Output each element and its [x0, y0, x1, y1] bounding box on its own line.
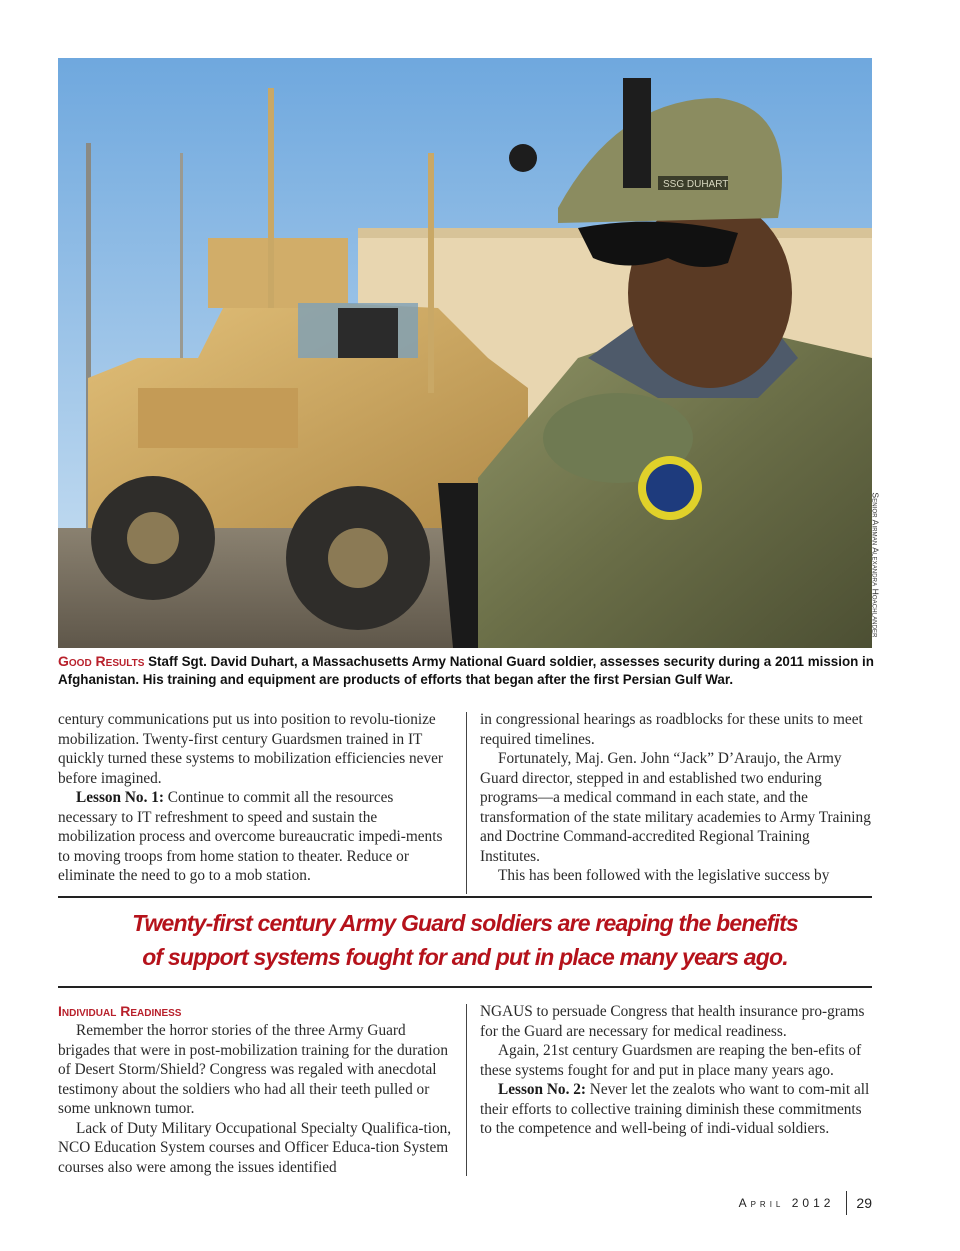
soldier-vehicle-illustration — [58, 58, 872, 648]
paragraph: Lesson No. 1: Continue to commit all the resources necessary to IT refreshment to speed and sustain the mobilization process and overcome bureaucratic impedi-ments to moving troops from home station to theater. Reduce or eliminate the need to go to a mob station. — [58, 789, 443, 884]
page-number: 29 — [856, 1195, 872, 1211]
photo-caption — [58, 652, 878, 689]
paragraph: Lesson No. 2: Never let the zealots who want to com-mit all their efforts to collective training diminish these commitments to the competence and well-being of indi-vidual soldiers. — [480, 1081, 870, 1137]
pull-quote-line: of support systems fought for and put in place many years ago. — [142, 944, 788, 970]
pull-quote — [58, 906, 872, 974]
column-divider — [466, 712, 467, 894]
lower-left-column — [58, 1002, 456, 1177]
column-divider — [466, 1004, 467, 1176]
photo-credit: Senior Airman Alexandra Hoachlander — [871, 492, 881, 638]
paragraph: This has been followed with the legislative success by — [498, 867, 830, 884]
issue-date: April 2012 — [738, 1196, 835, 1210]
upper-left-column — [58, 710, 456, 886]
pull-quote-line: Twenty-first century Army Guard soldiers are reaping the benefits — [132, 910, 798, 936]
feature-photo — [58, 58, 872, 648]
paragraph: century communications put us into position to revolu-tionize mobilization. Twenty-first century Guardsmen trained in IT quickly turned these systems to mobilization efficiencies never before imagined. — [58, 711, 444, 787]
caption-lead: Good Results — [58, 653, 145, 669]
paragraph: in congressional hearings as roadblocks for these units to meet required timelines. — [480, 711, 863, 748]
upper-right-column — [480, 710, 872, 886]
lower-right-column — [480, 1002, 872, 1139]
pullquote-top-rule — [58, 896, 872, 898]
paragraph: NGAUS to persuade Congress that health insurance pro-grams for the Guard are necessary for medical readiness. — [480, 1003, 865, 1040]
helmet-tag: SSG DUHART — [663, 179, 729, 190]
paragraph: Again, 21st century Guardsmen are reaping the ben-efits of these systems fought for and put in place many years ago. — [480, 1042, 862, 1079]
pullquote-bottom-rule — [58, 986, 872, 988]
paragraph: Remember the horror stories of the three Army Guard brigades that were in post-mobilization training for the duration of Desert Storm/Shield? Congress was regaled with anecdotal testimony about the soldiers who had all their teeth pulled or some unknown tumor. — [58, 1022, 448, 1117]
page-footer — [739, 1190, 872, 1216]
section-subhead: Individual Readiness — [58, 1003, 182, 1019]
caption-text: Staff Sgt. David Duhart, a Massachusetts Army National Guard soldier, assesses security during a 2011 mission in Afghanistan. His training and equipment are products of efforts that began after the first Persian Gulf War. — [58, 654, 874, 687]
paragraph: Fortunately, Maj. Gen. John “Jack” D’Araujo, the Army Guard director, stepped in and established two enduring programs—a medical command in each state, and the transformation of the state military academies to Army Training and Doctrine Command-accredited Regional Training Institutes. — [480, 750, 871, 865]
paragraph: Lack of Duty Military Occupational Specialty Qualifica-tion, NCO Education System courses and Officer Educa-tion System courses also were among the issues identified — [58, 1119, 452, 1176]
